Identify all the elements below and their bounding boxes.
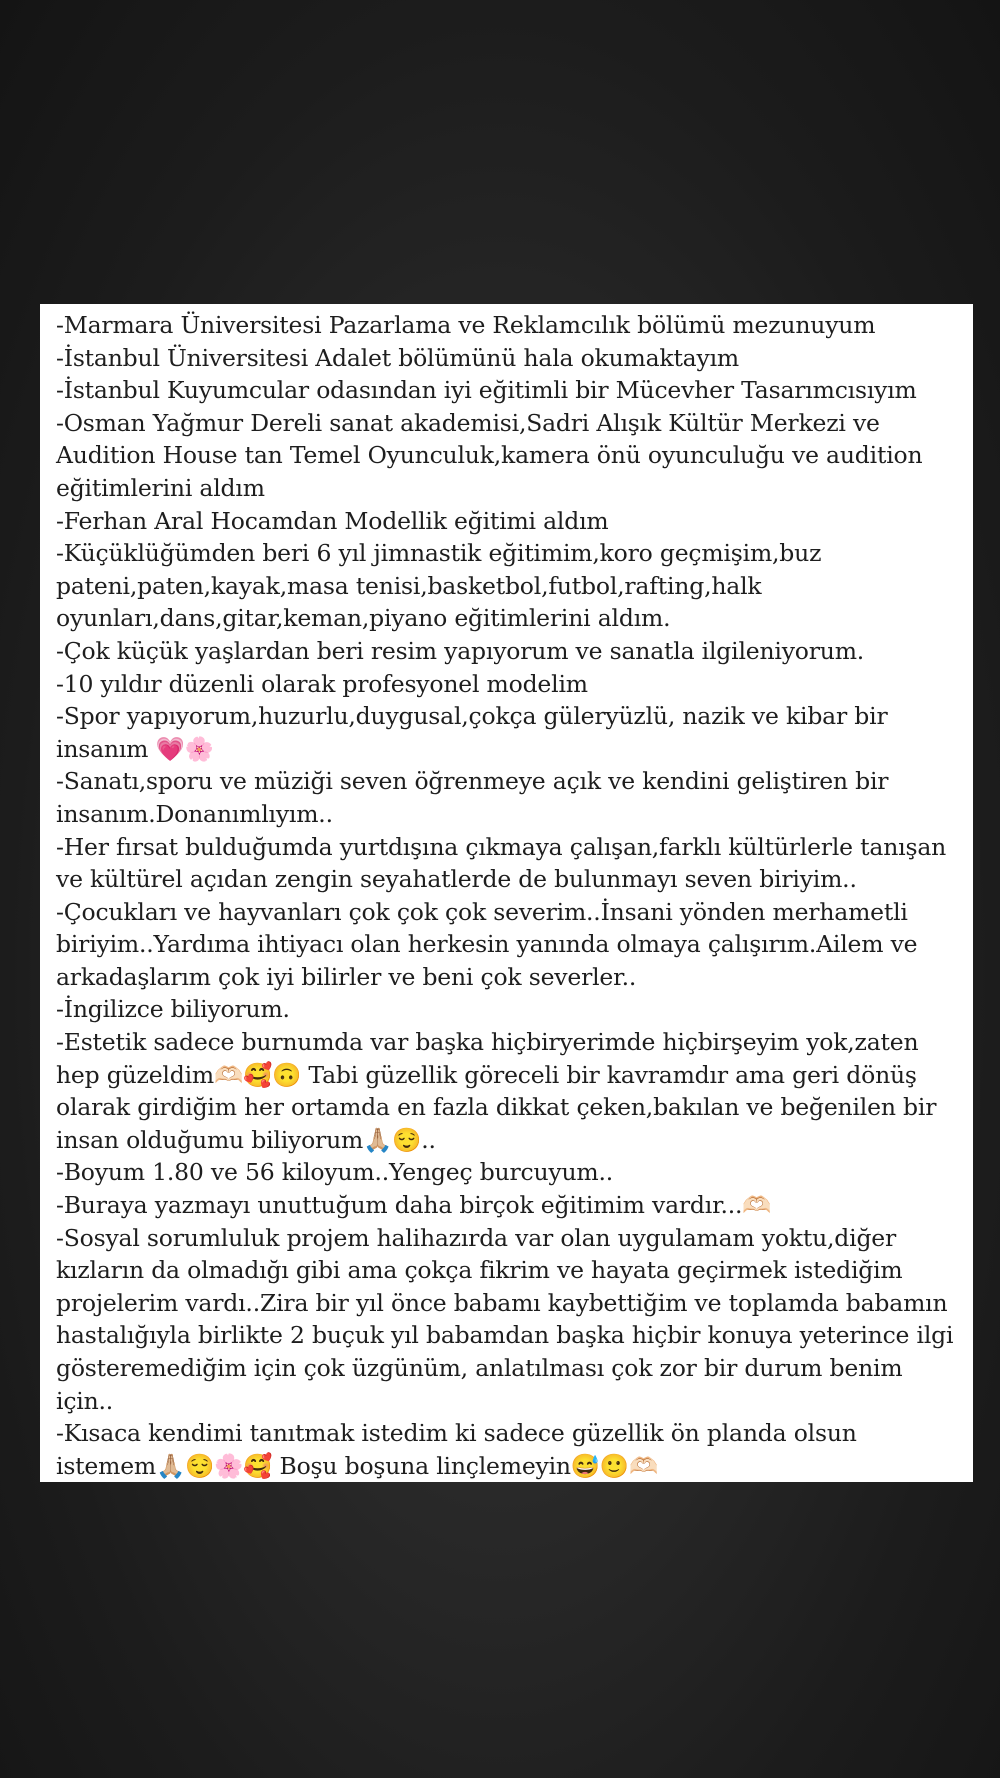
text-line: -Marmara Üniversitesi Pazarlama ve Reklamcılık bölümü mezunuyum bbox=[56, 311, 876, 339]
text-line: -Osman Yağmur Dereli sanat akademisi,Sadri Alışık Kültür Merkezi ve bbox=[56, 408, 880, 437]
text-line: -Estetik sadece burnumda var başka hiçbiryerimde hiçbirşeyim yok,zaten bbox=[56, 1028, 919, 1057]
text-line: -Sanatı,sporu ve müziği seven öğrenmeye açık ve kendini geliştiren bir bbox=[56, 767, 889, 796]
text-line: -Sosyal sorumluluk projem halihazırda var olan uygulamam yoktu,diğer bbox=[56, 1223, 897, 1252]
text-line: -10 yıldır düzenli olarak profesyonel modelim bbox=[56, 669, 588, 698]
text-line: -Her fırsat bulduğumda yurtdışına çıkmaya çalışan,farklı kültürlerle tanışan bbox=[56, 832, 947, 861]
text-line: -Buraya yazmayı unuttuğum daha birçok eğitimim vardır...🫶🏻 bbox=[56, 1191, 772, 1220]
text-line: oyunları,dans,gitar,keman,piyano eğitimlerini aldım. bbox=[56, 604, 671, 633]
text-line: pateni,paten,kayak,masa tenisi,basketbol,futbol,rafting,halk bbox=[56, 571, 762, 600]
text-line: -İngilizce biliyorum. bbox=[56, 995, 290, 1024]
text-line: kızların da olmadığı gibi ama çokça fikrim ve hayata geçirmek istediğim bbox=[56, 1256, 903, 1285]
text-line: -Küçüklüğümden beri 6 yıl jimnastik eğitimim,koro geçmişim,buz bbox=[56, 539, 822, 568]
text-line: insanım.Donanımlıyım.. bbox=[56, 799, 333, 828]
text-line: Audition House tan Temel Oyunculuk,kamera önü oyunculuğu ve audition bbox=[56, 441, 923, 470]
text-line: insan olduğumu biliyorum🙏🏼😌.. bbox=[56, 1125, 436, 1154]
text-line: -İstanbul Kuyumcular odasından iyi eğitimli bir Mücevher Tasarımcısıyım bbox=[56, 376, 917, 405]
text-card bbox=[40, 304, 973, 1482]
text-line: -Kısaca kendimi tanıtmak istedim ki sadece güzellik ön planda olsun bbox=[56, 1419, 857, 1448]
text-line: -Ferhan Aral Hocamdan Modellik eğitimi aldım bbox=[56, 506, 609, 535]
text-line: -Çok küçük yaşlardan beri resim yapıyorum ve sanatla ilgileniyorum. bbox=[56, 636, 865, 665]
text-line: için.. bbox=[56, 1386, 114, 1415]
text-line: biriyim..Yardıma ihtiyacı olan herkesin yanında olmaya çalışırım.Ailem ve bbox=[56, 930, 918, 959]
text-line: hastalığıyla birlikte 2 buçuk yıl babamdan başka hiçbir konuya yeterince ilgi bbox=[56, 1321, 954, 1350]
text-line: eğitimlerini aldım bbox=[56, 473, 265, 502]
text-line: hep güzeldim🫶🏻🥰🙃 Tabi güzellik göreceli bir kavramdır ama geri dönüş bbox=[56, 1060, 917, 1089]
text-line: -Boyum 1.80 ve 56 kiloyum..Yengeç burcuyum.. bbox=[56, 1158, 614, 1187]
text-line: arkadaşlarım çok iyi bilirler ve beni çok severler.. bbox=[56, 962, 637, 991]
text-line: -Çocukları ve hayvanları çok çok çok severim..İnsani yönden merhametli bbox=[56, 897, 908, 926]
text-line: projelerim vardı..Zira bir yıl önce babamı kaybettiğim ve toplamda babamın bbox=[56, 1288, 948, 1317]
text-line: gösteremediğim için çok üzgünüm, anlatılması çok zor bir durum benim bbox=[56, 1354, 903, 1382]
text-line: istemem🙏🏼😌🌸🥰 Boşu boşuna linçlemeyin😅🙂🫶🏻 bbox=[56, 1451, 659, 1480]
text-line: -Spor yapıyorum,huzurlu,duygusal,çokça güleryüzlü, nazik ve kibar bir bbox=[56, 702, 888, 731]
text-line: olarak girdiğim her ortamda en fazla dikkat çeken,bakılan ve beğenilen bir bbox=[56, 1093, 937, 1122]
text-line: insanım 💗🌸 bbox=[56, 734, 214, 763]
text-line: -İstanbul Üniversitesi Adalet bölümünü hala okumaktayım bbox=[56, 343, 739, 372]
text-line: ve kültürel açıdan zengin seyahatlerde de bulunmayı seven biriyim.. bbox=[56, 865, 857, 894]
